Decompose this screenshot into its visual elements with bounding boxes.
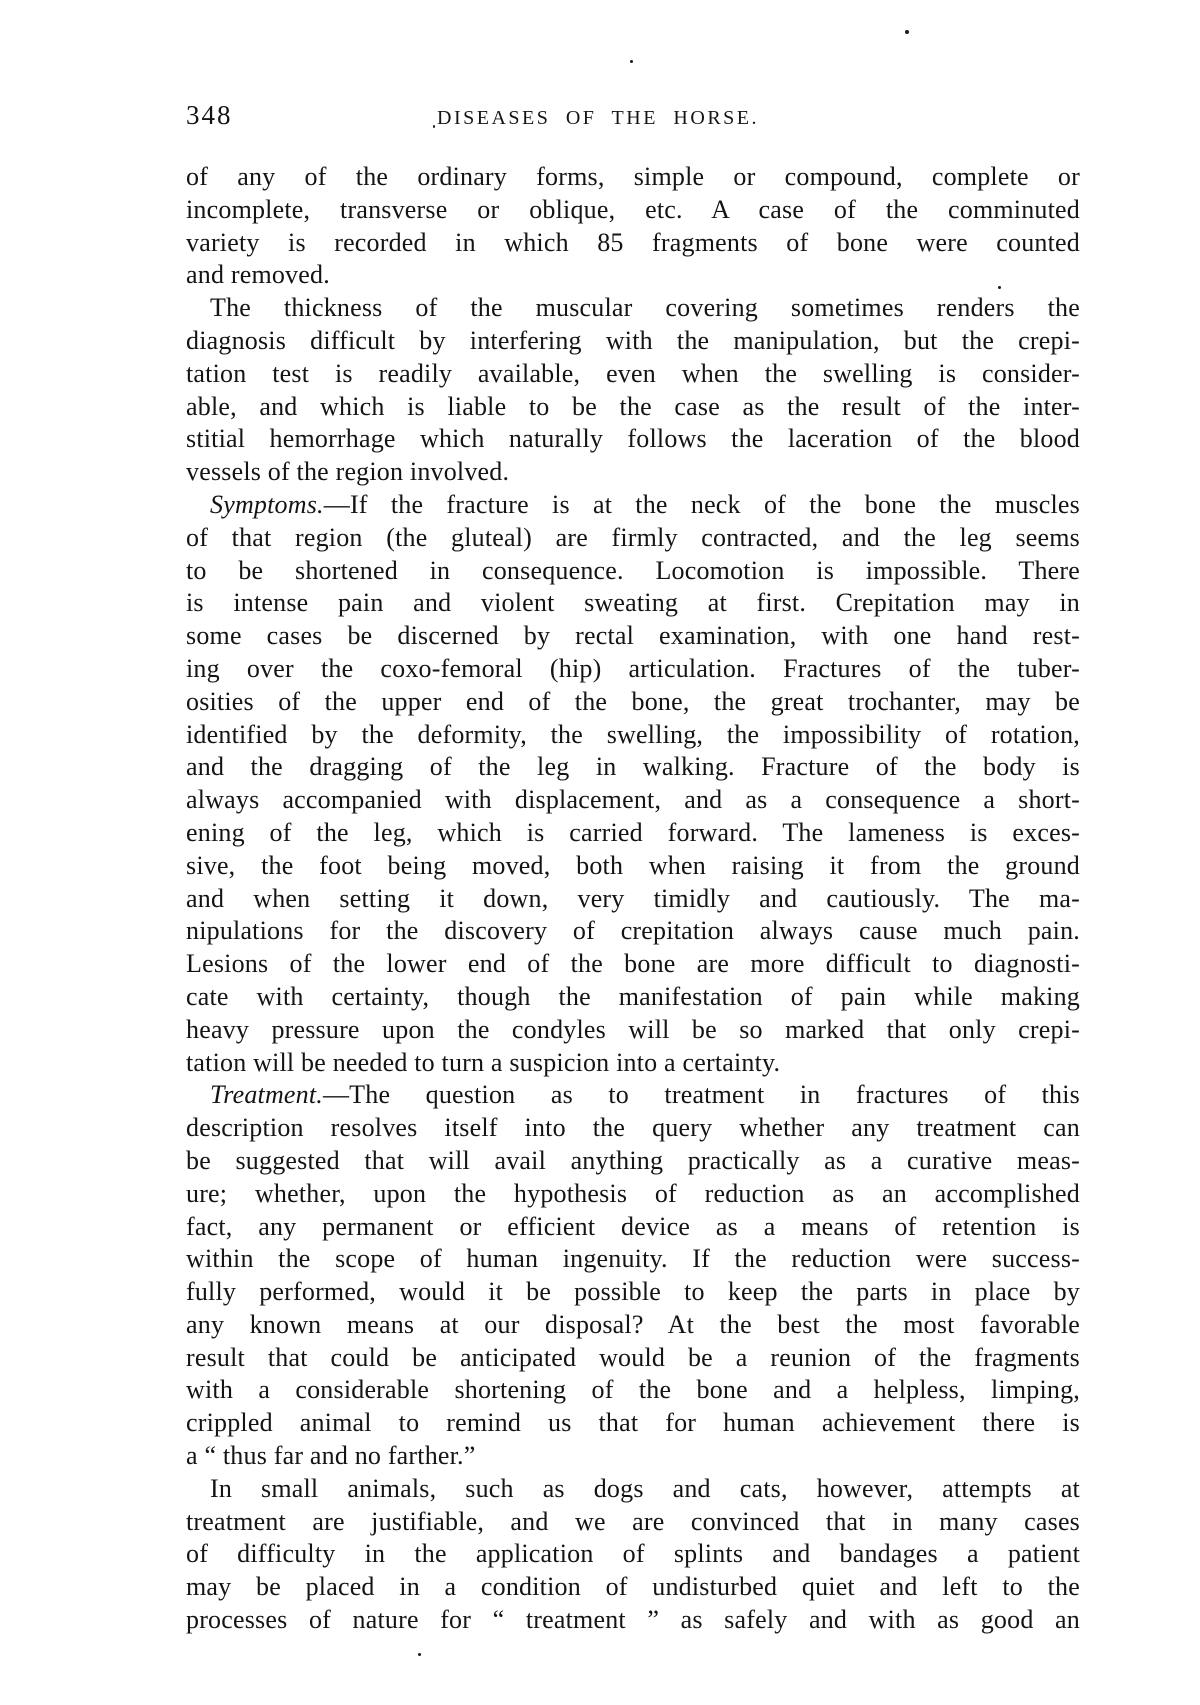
scan-speck xyxy=(630,60,633,63)
text-line: diagnosis difficult by interfering with the manipulation, but the crepi- xyxy=(186,325,1080,355)
page-number: 348 xyxy=(186,100,233,130)
text-line: crippled animal to remind us that for human achievement there is xyxy=(186,1408,1080,1438)
paragraph xyxy=(186,161,1080,292)
text-line: sive, the foot being moved, both when raising it from the ground xyxy=(186,850,1080,880)
text-line: treatment are justifiable, and we are convinced that in many cases xyxy=(186,1506,1080,1536)
scan-speck xyxy=(418,1653,421,1656)
text-line: within the scope of human ingenuity. If the reduction were success- xyxy=(186,1244,1080,1274)
italic-lead: Symptoms. xyxy=(210,489,324,519)
text-line: ing over the coxo-femoral (hip) articulation. Fractures of the tuber- xyxy=(186,653,1080,683)
text-line: always accompanied with displacement, and as a consequence a short- xyxy=(186,785,1080,815)
text-line: tation test is readily available, even when the swelling is consider- xyxy=(186,358,1080,388)
paragraph xyxy=(186,1473,1080,1637)
text-line: some cases be discerned by rectal examination, with one hand rest- xyxy=(186,621,1080,651)
text-line: ure; whether, upon the hypothesis of reduction as an accomplished xyxy=(186,1178,1080,1208)
text-line: The thickness of the muscular covering sometimes renders the xyxy=(210,293,1080,323)
scan-speck xyxy=(433,125,435,128)
text-line: ening of the leg, which is carried forward. The lameness is exces- xyxy=(186,817,1080,847)
text-line: result that could be anticipated would be a reunion of the fragments xyxy=(186,1342,1080,1372)
scan-speck xyxy=(905,30,909,34)
text-line: Symptoms.—If the fracture is at the neck of the bone the muscles xyxy=(210,489,1080,519)
text-line: cate with certainty, though the manifestation of pain while making xyxy=(186,981,1080,1011)
text-line: is intense pain and violent sweating at first. Crepitation may in xyxy=(186,588,1080,618)
text-line: to be shortened in consequence. Locomotion is impossible. There xyxy=(186,555,1080,585)
text-line: Lesions of the lower end of the bone are more difficult to diagnosti- xyxy=(186,949,1080,979)
text-line: stitial hemorrhage which naturally follows the laceration of the blood xyxy=(186,424,1080,454)
paragraph xyxy=(186,1079,1080,1473)
text-line: vessels of the region involved. xyxy=(186,457,510,487)
text-line: and the dragging of the leg in walking. Fracture of the body is xyxy=(186,752,1080,782)
text-line: incomplete, transverse or oblique, etc. A case of the comminuted xyxy=(186,194,1080,224)
text-line: tation will be needed to turn a suspicion into a certainty. xyxy=(186,1047,781,1077)
text-line: any known means at our disposal? At the best the most favorable xyxy=(186,1309,1080,1339)
text-line: nipulations for the discovery of crepitation always cause much pain. xyxy=(186,916,1080,946)
text-line: osities of the upper end of the bone, the great trochanter, may be xyxy=(186,686,1080,716)
text-line: of difficulty in the application of splints and bandages a patient xyxy=(186,1539,1080,1569)
text-line: able, and which is liable to be the case as the result of the inter- xyxy=(186,391,1080,421)
paragraph xyxy=(186,489,1080,1079)
text-line: may be placed in a condition of undisturbed quiet and left to the xyxy=(186,1572,1080,1602)
text-line: In small animals, such as dogs and cats, however, attempts at xyxy=(210,1473,1080,1503)
text-line: be suggested that will avail anything practically as a curative meas- xyxy=(186,1145,1080,1175)
text-line: a “ thus far and no farther.” xyxy=(186,1441,476,1471)
text-line: with a considerable shortening of the bone and a helpless, limping, xyxy=(186,1375,1080,1405)
text-line: processes of nature for “ treatment ” as safely and with as good an xyxy=(186,1605,1080,1635)
text-line: and when setting it down, very timidly and cautiously. The ma- xyxy=(186,883,1080,913)
paragraph xyxy=(186,292,1080,489)
text-line: variety is recorded in which 85 fragments of bone were counted xyxy=(186,227,1080,257)
text-line: identified by the deformity, the swelling, the impossibility of rotation, xyxy=(186,719,1080,749)
text-line: heavy pressure upon the condyles will be so marked that only crepi- xyxy=(186,1014,1080,1044)
text-line: of that region (the gluteal) are firmly contracted, and the leg seems xyxy=(186,522,1080,552)
scan-speck xyxy=(998,286,1001,289)
text-line: of any of the ordinary forms, simple or compound, complete or xyxy=(186,162,1080,191)
italic-lead: Treatment. xyxy=(210,1080,323,1110)
text-line: and removed. xyxy=(186,260,330,290)
text-line: Treatment.—The question as to treatment in fractures of this xyxy=(210,1080,1080,1110)
text-line: fully performed, would it be possible to keep the parts in place by xyxy=(186,1277,1080,1307)
running-head: DISEASES OF THE HORSE. xyxy=(437,107,759,129)
text-block xyxy=(186,161,1080,1637)
text-line: fact, any permanent or efficient device as a means of retention is xyxy=(186,1211,1080,1241)
text-line: description resolves itself into the query whether any treatment can xyxy=(186,1113,1080,1143)
